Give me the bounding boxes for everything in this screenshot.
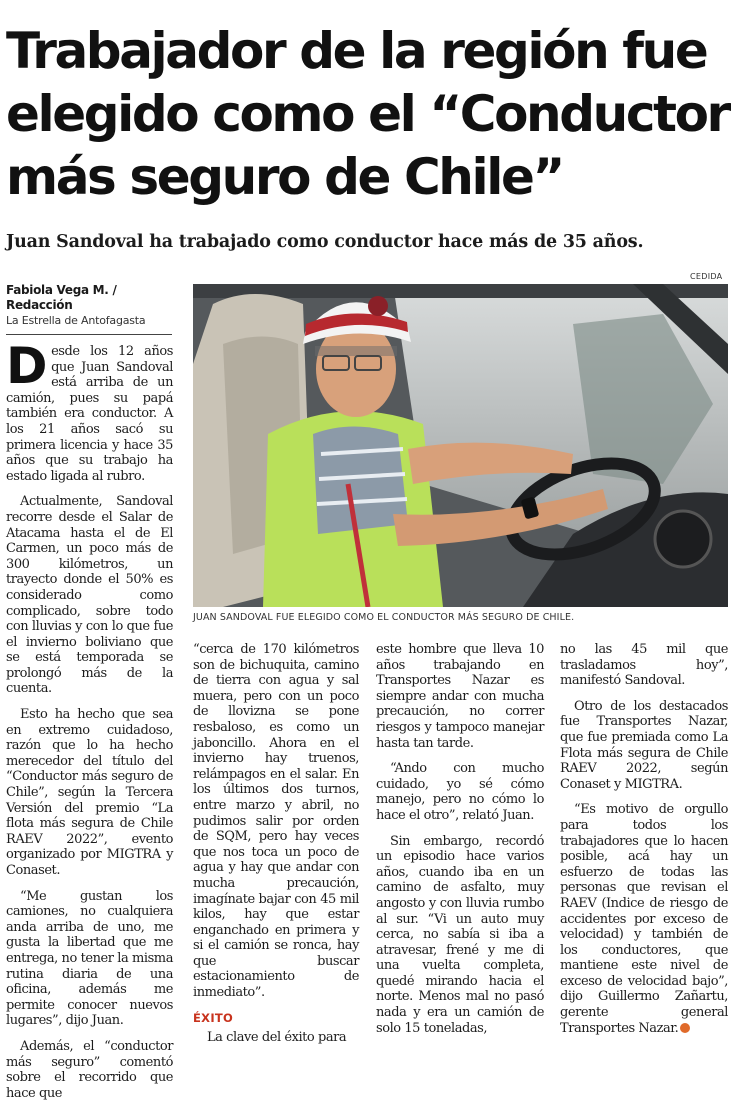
- headline: [6, 20, 734, 209]
- byline-divider: [6, 334, 172, 335]
- byline-author: Fabiola Vega M. / Redacción: [6, 283, 117, 312]
- paragraph-8: este hombre que lleva 10 años trabajando en Transportes Nazar es siempre andar con mucha precaución, no correr riesgos y tampoco manejar hasta tan tarde.: [376, 642, 544, 751]
- article-column-3: [376, 642, 544, 1046]
- headline-line-1: Trabajador de la región fue: [6, 22, 707, 80]
- article-column-2: [193, 642, 359, 1056]
- subheadline: Juan Sandoval ha trabajado como conductor hace más de 35 años.: [6, 232, 644, 252]
- byline-outlet: La Estrella de Antofagasta: [6, 314, 146, 327]
- paragraph-10: Sin embargo, recordó un episodio hace varios años, cuando iba en un camino de asfalto, muy angosto y con lluvia rumbo al sur. “Vi un auto muy cerca, no sabía si iba a atravesar, frené y me di una vuelta completa, quedé mirando hacia el norte. Menos mal no pasó nada y era un camión de solo 15 toneladas,: [376, 833, 544, 1036]
- article-column-4: [560, 642, 728, 1046]
- article-column-1: [6, 337, 173, 1111]
- paragraph-3: Esto ha hecho que sea en extremo cuidadoso, razón que lo ha hecho merecedor del título del “Conductor más seguro de Chile”, según la Tercera Versión del premio “La flota más segura de Chile RAEV 2022”, evento organizado por MIGTRA y Conaset.: [6, 707, 173, 878]
- paragraph-1: [6, 337, 173, 484]
- paragraph-13: [560, 802, 728, 1036]
- drop-cap: D: [6, 337, 48, 395]
- paragraph-6: “cerca de 170 kilómetros son de bichuquita, camino de tierra con agua y sal muera, pero con un poco de llovizna se pone resbaloso, es como un jaboncillo. Ahora en el invierno hay truenos, relámpagos en el salar. En los últimos dos turnos, entre marzo y abril, no pudimos salir por orden de SQM, pero hay veces que nos toca un poco de agua y hay que andar con mucha precaución, imagínate bajar con 45 mil kilos, hay que estar enganchado en primera y si el camión se ronca, hay que buscar estacionamiento de inmediato”.: [193, 642, 359, 1001]
- paragraph-2: Actualmente, Sandoval recorre desde el Salar de Atacama hasta el de El Carmen, un poco más de 300 kilómetros, un trayecto donde el 50% es considerado como complicado, sobre todo con lluvias y con lo que fue el invierno boliviano que se está temporada se prolongó más de la cuenta.: [6, 494, 173, 697]
- article-photo: [193, 284, 728, 607]
- paragraph-4: “Me gustan los camiones, no cualquiera anda arriba de uno, me gusta la libertad que me entrega, no tener la misma rutina diaria de una oficina, además me permite conocer nuevos lugares”, dijo Juan.: [6, 888, 173, 1029]
- paragraph-12: Otro de los destacados fue Transportes Nazar, que fue premiada como La Flota más segura de Chile RAEV 2022, según Conaset y MIGTRA.: [560, 698, 728, 792]
- paragraph-7: La clave del éxito para: [207, 1030, 347, 1046]
- paragraph-9: “Ando con mucho cuidado, yo sé cómo manejo, pero no cómo lo hace el otro”, relató Juan.: [376, 761, 544, 823]
- photo-caption: JUAN SANDOVAL FUE ELEGIDO COMO EL CONDUCTOR MÁS SEGURO DE CHILE.: [193, 612, 575, 623]
- paragraph-11: no las 45 mil que trasladamos hoy”, manifestó Sandoval.: [560, 642, 728, 689]
- byline: [6, 283, 186, 328]
- photo-credit: CEDIDA: [690, 272, 723, 281]
- section-heading-exito: ÉXITO: [193, 1010, 234, 1025]
- headline-line-3: más seguro de Chile”: [6, 148, 563, 206]
- paragraph-5: Además, el “conductor más seguro” comentó sobre el recorrido que hace que: [6, 1038, 173, 1101]
- end-mark-icon: ✦: [680, 1023, 690, 1033]
- headline-line-2: elegido como el “Conductor: [6, 85, 729, 143]
- paragraph-1-text: esde los 12 años que Juan Sandoval está arriba de un camión, pues su papá también era conductor. A los 21 años sacó su primera licencia y hace 35 años que su trabajo ha estado ligada al rubro.: [6, 344, 173, 484]
- driver-in-truck-cab-illustration: [193, 284, 728, 607]
- paragraph-13-text: “Es motivo de orgullo para todos los trabajadores que lo hacen posible, acá hay un esfuerzo de todas las personas que revisan el RAEV (Indice de riesgo de accidentes por exceso de velocidad) y también de los conductores, que mantiene este nivel de exceso de velocidad bajo”, dijo Guillermo Zañartu, gerente general Transportes Nazar.: [560, 802, 728, 1036]
